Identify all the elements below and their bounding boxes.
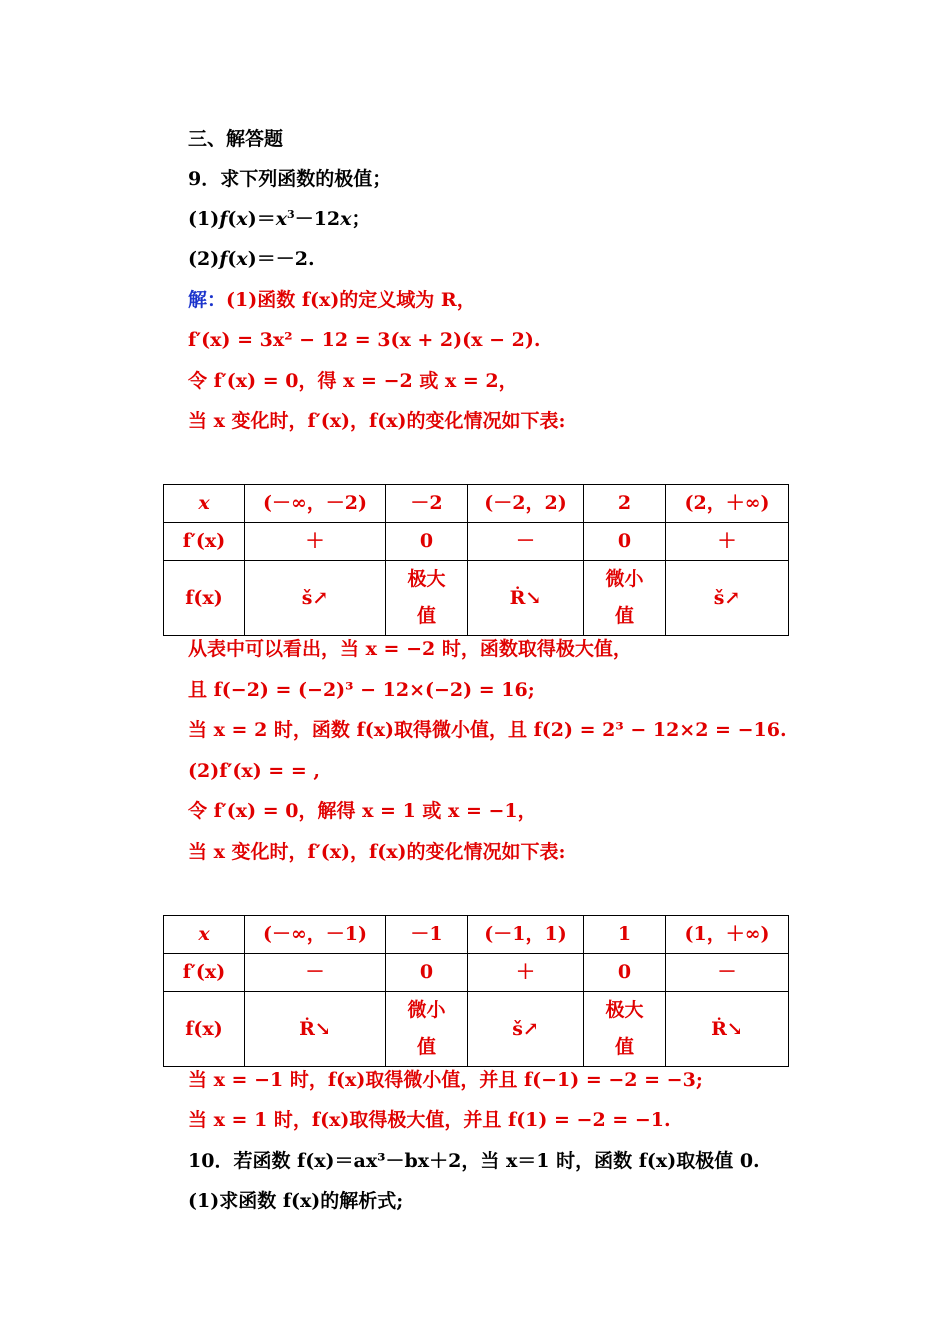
solution-line-9: 令 f′(x) = 0，解得 x = 1 或 x = −1， <box>188 800 537 822</box>
table-cell: － <box>666 954 789 992</box>
table-cell: 0 <box>386 954 468 992</box>
table-cell: f(x) <box>164 561 245 636</box>
table-row <box>164 954 789 992</box>
table-cell: 微小值 <box>584 561 666 636</box>
table-cell: 0 <box>386 523 468 561</box>
table-cell: 极大值 <box>584 992 666 1067</box>
solution-line-11: 当 x = −1 时，f(x)取得微小值，并且 f(−1) = −2 = −3; <box>188 1069 703 1091</box>
table-cell: f′(x) <box>164 954 245 992</box>
table-cell: 2 <box>584 485 666 523</box>
table-cell: (－∞，－2) <box>245 485 386 523</box>
variation-table-1 <box>163 484 789 636</box>
question-10-part1: (1)求函数 f(x)的解析式; <box>188 1190 404 1212</box>
table-cell: š↗ <box>245 561 386 636</box>
table-row <box>164 523 789 561</box>
table-cell: (2，＋∞) <box>666 485 789 523</box>
table-cell: (－2，2) <box>468 485 584 523</box>
table-cell: －2 <box>386 485 468 523</box>
solution-line-12: 当 x = 1 时，f(x)取得极大值，并且 f(1) = −2 = −1. <box>188 1109 671 1131</box>
table-row <box>164 561 789 636</box>
table-cell: ＋ <box>468 954 584 992</box>
table-cell: －1 <box>386 916 468 954</box>
solution-line-5: 从表中可以看出，当 x = −2 时，函数取得极大值， <box>188 638 632 660</box>
table-cell: － <box>245 954 386 992</box>
question-10-stem: 10．若函数 f(x)＝ax³－bx＋2，当 x＝1 时，函数 f(x)取极值 0. <box>188 1150 760 1172</box>
table-cell: f′(x) <box>164 523 245 561</box>
solution-line-7: 当 x = 2 时，函数 f(x)取得微小值，且 f(2) = 2³ − 12×2 = −16. <box>188 719 787 741</box>
table-cell: 极大值 <box>386 561 468 636</box>
table-cell: (－1，1) <box>468 916 584 954</box>
table-cell: 0 <box>584 523 666 561</box>
table-row <box>164 916 789 954</box>
table-cell: ＋ <box>245 523 386 561</box>
solution-line-4: 当 x 变化时，f′(x)，f(x)的变化情况如下表: <box>188 410 566 432</box>
table-row <box>164 992 789 1067</box>
question-9-part2: (2)f(x)＝－2. <box>188 248 315 270</box>
solution-line-2: f′(x) = 3x² − 12 = 3(x + 2)(x − 2). <box>188 329 541 351</box>
question-9-part1: $(1)f(x)=x^3-12x$； <box>188 208 371 230</box>
variation-table-2 <box>163 915 789 1067</box>
table-cell: Ṙ↘ <box>245 992 386 1067</box>
table-cell: (1，＋∞) <box>666 916 789 954</box>
section-title: 三、解答题 <box>188 128 284 150</box>
solution-line-10: 当 x 变化时，f′(x)，f(x)的变化情况如下表: <box>188 841 566 863</box>
table-row <box>164 485 789 523</box>
solution-line-3: 令 f′(x) = 0，得 x = −2 或 x = 2， <box>188 370 518 392</box>
table-cell: x <box>164 916 245 954</box>
solution-line-6: 且 f(−2) = (−2)³ − 12×(−2) = 16; <box>188 679 535 701</box>
table-cell: 0 <box>584 954 666 992</box>
solution-label: 解： <box>188 289 227 311</box>
solution-line-8: (2)f′(x) = = , <box>188 760 320 782</box>
solution-line-1: 解：(1)函数 f(x)的定义域为 R， <box>188 289 476 311</box>
table-cell: f(x) <box>164 992 245 1067</box>
table-cell: ＋ <box>666 523 789 561</box>
table-cell: š↗ <box>468 992 584 1067</box>
question-9-stem: 9．求下列函数的极值； <box>188 168 392 190</box>
table-cell: 微小值 <box>386 992 468 1067</box>
table-cell: 1 <box>584 916 666 954</box>
table-cell: － <box>468 523 584 561</box>
table-cell: š↗ <box>666 561 789 636</box>
table-cell: x <box>164 485 245 523</box>
table-cell: Ṙ↘ <box>468 561 584 636</box>
table-cell: (－∞，－1) <box>245 916 386 954</box>
table-cell: Ṙ↘ <box>666 992 789 1067</box>
